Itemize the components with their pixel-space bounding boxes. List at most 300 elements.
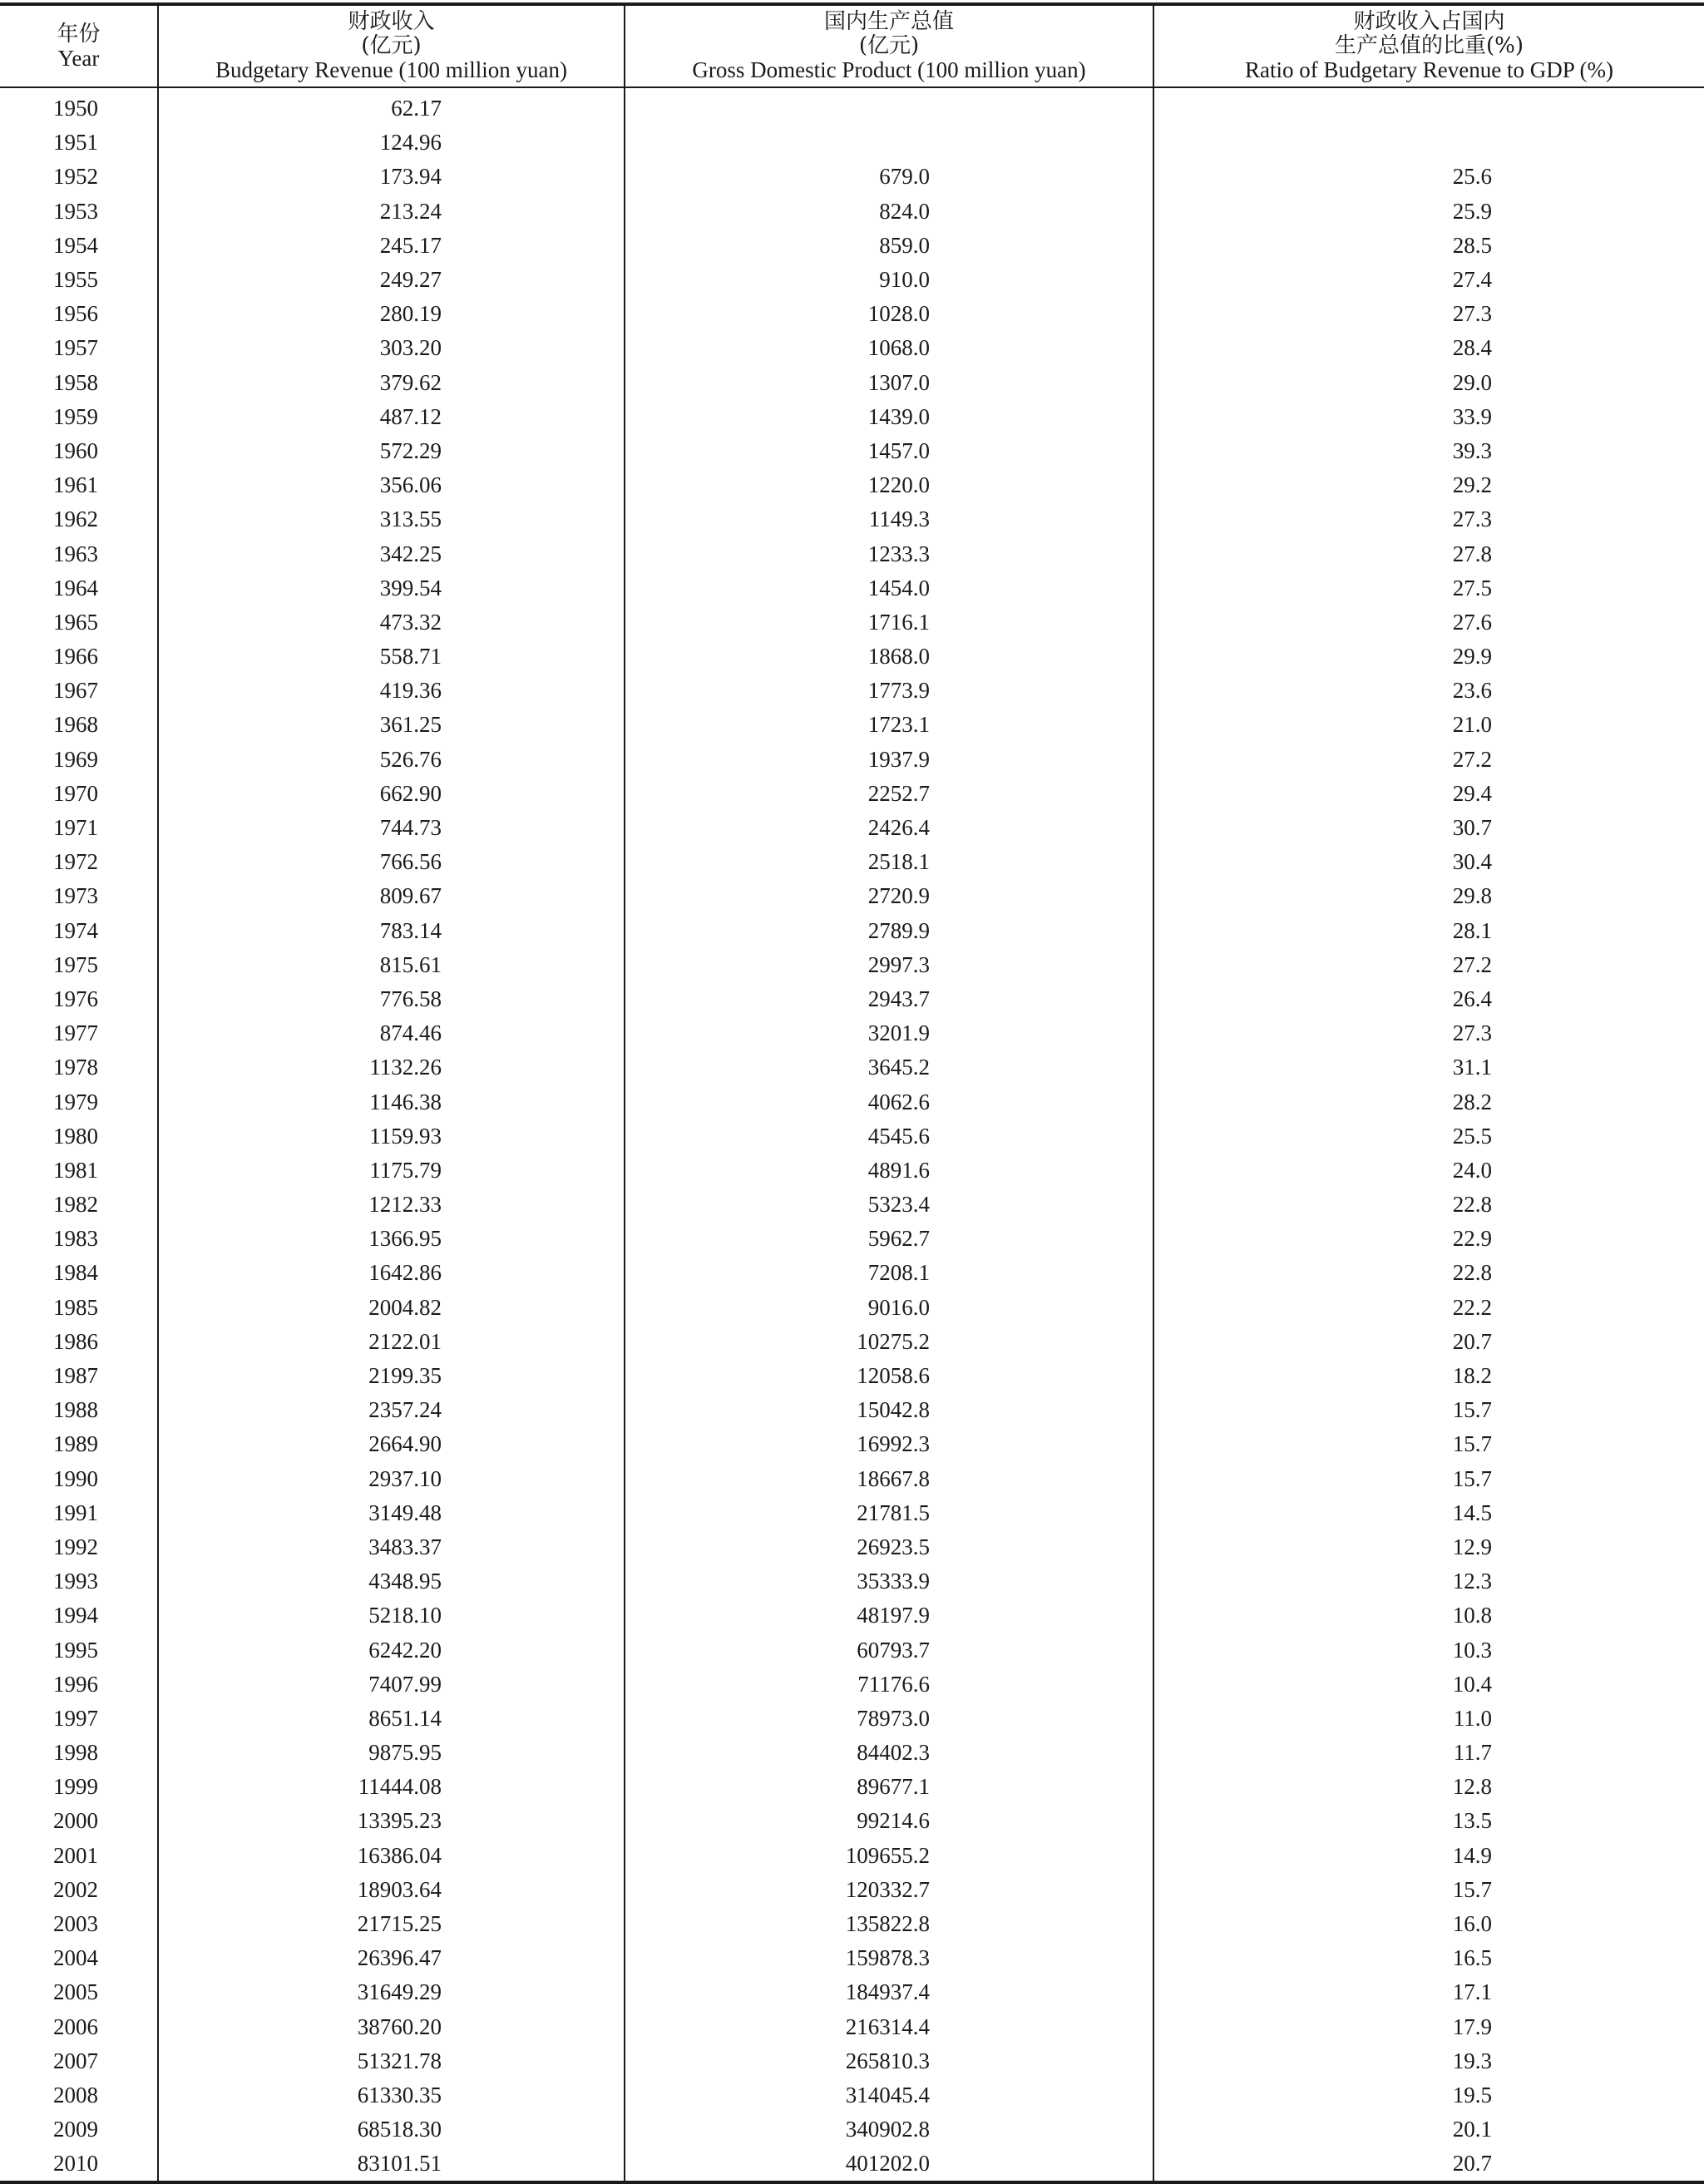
cell-ratio: 30.4 [1153, 845, 1704, 879]
table-row [0, 468, 1704, 502]
cell-ratio: 27.3 [1153, 502, 1704, 536]
cell-gdp: 78973.0 [625, 1702, 1153, 1736]
cell-ratio: 14.5 [1153, 1496, 1704, 1530]
cell-year: 2000 [53, 1808, 98, 1834]
cell-gdp: 216314.4 [625, 2010, 1153, 2044]
cell-gdp: 9016.0 [625, 1291, 1153, 1325]
cell-ratio: 12.8 [1153, 1770, 1704, 1804]
cell-revenue: 5218.10 [158, 1598, 625, 1633]
cell-ratio: 25.6 [1153, 160, 1704, 194]
cell-year: 1976 [53, 986, 98, 1011]
table-row [0, 1702, 1704, 1736]
cell-revenue: 61330.35 [158, 2078, 625, 2112]
table-row [0, 126, 1704, 160]
table-row [0, 400, 1704, 434]
table-body [0, 87, 1704, 2182]
cell-year: 1959 [53, 403, 98, 429]
cell-revenue: 213.24 [158, 195, 625, 229]
table-row [0, 1496, 1704, 1530]
table-row [0, 879, 1704, 913]
cell-gdp: 2997.3 [625, 948, 1153, 982]
cell-revenue: 21715.25 [158, 1907, 625, 1941]
cell-year: 1987 [53, 1363, 98, 1389]
cell-ratio: 33.9 [1153, 400, 1704, 434]
cell-revenue: 3149.48 [158, 1496, 625, 1530]
cell-revenue: 280.19 [158, 297, 625, 331]
table-row [0, 331, 1704, 365]
header-row [0, 4, 1704, 87]
table-row [0, 297, 1704, 331]
header-revenue-unit: (亿元) [361, 33, 422, 58]
cell-ratio: 27.2 [1153, 948, 1704, 982]
cell-ratio: 39.3 [1153, 434, 1704, 468]
table-row [0, 1359, 1704, 1393]
header-revenue-zh: 财政收入 [348, 9, 435, 34]
header-gdp [625, 4, 1153, 87]
cell-revenue: 18903.64 [158, 1873, 625, 1907]
table-row [0, 2078, 1704, 2112]
cell-ratio: 15.7 [1153, 1393, 1704, 1427]
cell-gdp: 135822.8 [625, 1907, 1153, 1941]
cell-ratio: 16.0 [1153, 1907, 1704, 1941]
cell-ratio: 10.8 [1153, 1598, 1704, 1633]
cell-revenue: 1146.38 [158, 1085, 625, 1119]
cell-year: 2004 [53, 1945, 98, 1971]
table-row [0, 1427, 1704, 1461]
cell-gdp: 4545.6 [625, 1119, 1153, 1154]
cell-revenue: 6242.20 [158, 1633, 625, 1667]
cell-ratio: 21.0 [1153, 708, 1704, 742]
cell-gdp: 1937.9 [625, 743, 1153, 777]
cell-year: 1971 [53, 815, 98, 841]
cell-gdp: 1723.1 [625, 708, 1153, 742]
cell-ratio: 20.1 [1153, 2112, 1704, 2147]
cell-year: 2003 [53, 1911, 98, 1937]
cell-gdp: 15042.8 [625, 1393, 1153, 1427]
cell-ratio: 23.6 [1153, 674, 1704, 708]
table-row [0, 536, 1704, 571]
cell-revenue: 419.36 [158, 674, 625, 708]
cell-gdp: 1307.0 [625, 366, 1153, 400]
cell-revenue: 2004.82 [158, 1291, 625, 1325]
cell-ratio: 30.7 [1153, 811, 1704, 845]
header-ratio [1153, 4, 1704, 87]
cell-year: 1978 [53, 1055, 98, 1080]
cell-gdp: 910.0 [625, 263, 1153, 297]
cell-ratio: 14.9 [1153, 1839, 1704, 1873]
header-revenue-en: Budgetary Revenue (100 million yuan) [215, 57, 567, 82]
table-row [0, 1462, 1704, 1496]
table-row [0, 708, 1704, 742]
cell-year: 1979 [53, 1089, 98, 1114]
cell-gdp: 265810.3 [625, 2044, 1153, 2078]
cell-gdp: 1439.0 [625, 400, 1153, 434]
cell-ratio: 28.1 [1153, 914, 1704, 948]
cell-year: 1966 [53, 644, 98, 670]
cell-revenue: 4348.95 [158, 1564, 625, 1598]
table-row [0, 811, 1704, 845]
table-row [0, 1564, 1704, 1598]
table-row [0, 1736, 1704, 1770]
cell-ratio: 12.3 [1153, 1564, 1704, 1598]
cell-year: 1965 [53, 609, 98, 635]
cell-year: 1984 [53, 1260, 98, 1286]
cell-revenue: 662.90 [158, 777, 625, 811]
cell-ratio: 15.7 [1153, 1873, 1704, 1907]
cell-year: 1952 [53, 164, 98, 190]
cell-year: 1960 [53, 437, 98, 463]
cell-gdp: 1149.3 [625, 502, 1153, 536]
table-row [0, 1119, 1704, 1154]
cell-ratio: 25.9 [1153, 195, 1704, 229]
table-row [0, 1530, 1704, 1564]
cell-revenue: 51321.78 [158, 2044, 625, 2078]
cell-revenue: 526.76 [158, 743, 625, 777]
table-row [0, 674, 1704, 708]
cell-gdp: 60793.7 [625, 1633, 1153, 1667]
cell-gdp: 5323.4 [625, 1188, 1153, 1222]
cell-gdp: 109655.2 [625, 1839, 1153, 1873]
table-row [0, 1668, 1704, 1702]
cell-gdp: 1868.0 [625, 640, 1153, 674]
cell-year: 1988 [53, 1397, 98, 1423]
cell-gdp: 859.0 [625, 229, 1153, 263]
table-row [0, 1873, 1704, 1907]
cell-year: 1958 [53, 369, 98, 395]
cell-revenue: 83101.51 [158, 2147, 625, 2182]
cell-revenue: 809.67 [158, 879, 625, 913]
cell-year: 2006 [53, 2014, 98, 2039]
cell-revenue: 874.46 [158, 1016, 625, 1050]
cell-gdp: 7208.1 [625, 1256, 1153, 1290]
table-row [0, 1256, 1704, 1290]
cell-year: 1951 [53, 130, 98, 156]
cell-gdp: 1773.9 [625, 674, 1153, 708]
cell-year: 1974 [53, 917, 98, 943]
cell-year: 1996 [53, 1671, 98, 1697]
cell-year: 1969 [53, 746, 98, 772]
cell-revenue: 379.62 [158, 366, 625, 400]
header-year-zh: 年份 [57, 21, 101, 47]
header-gdp-zh: 国内生产总值 [823, 9, 954, 34]
table-row [0, 229, 1704, 263]
cell-revenue: 558.71 [158, 640, 625, 674]
cell-year: 1982 [53, 1192, 98, 1218]
cell-gdp: 824.0 [625, 195, 1153, 229]
cell-ratio: 13.5 [1153, 1804, 1704, 1838]
cell-revenue: 13395.23 [158, 1804, 625, 1838]
cell-revenue: 1366.95 [158, 1222, 625, 1256]
cell-revenue: 173.94 [158, 160, 625, 194]
cell-gdp: 679.0 [625, 160, 1153, 194]
header-gdp-unit: (亿元) [858, 33, 920, 58]
table-row [0, 571, 1704, 605]
cell-year: 2009 [53, 2117, 98, 2142]
cell-gdp: 89677.1 [625, 1770, 1153, 1804]
cell-ratio [1153, 87, 1704, 126]
cell-gdp: 1716.1 [625, 605, 1153, 640]
table-row [0, 1770, 1704, 1804]
cell-revenue: 487.12 [158, 400, 625, 434]
cell-revenue: 766.56 [158, 845, 625, 879]
cell-gdp: 16992.3 [625, 1427, 1153, 1461]
cell-revenue: 9875.95 [158, 1736, 625, 1770]
table-row [0, 2112, 1704, 2147]
cell-year: 1970 [53, 780, 98, 806]
table-row [0, 87, 1704, 126]
cell-gdp: 2720.9 [625, 879, 1153, 913]
cell-year: 1986 [53, 1328, 98, 1354]
cell-gdp: 26923.5 [625, 1530, 1153, 1564]
cell-ratio: 24.0 [1153, 1154, 1704, 1188]
cell-revenue: 2199.35 [158, 1359, 625, 1393]
cell-gdp: 35333.9 [625, 1564, 1153, 1598]
cell-revenue: 342.25 [158, 536, 625, 571]
cell-gdp: 401202.0 [625, 2147, 1153, 2182]
table-row [0, 1325, 1704, 1359]
cell-gdp: 48197.9 [625, 1598, 1153, 1633]
table-row [0, 366, 1704, 400]
cell-ratio: 22.9 [1153, 1222, 1704, 1256]
table-row [0, 502, 1704, 536]
table-row [0, 777, 1704, 811]
cell-revenue: 2122.01 [158, 1325, 625, 1359]
cell-ratio: 27.2 [1153, 743, 1704, 777]
cell-year: 1950 [53, 96, 98, 121]
cell-year: 1992 [53, 1534, 98, 1559]
cell-gdp: 2943.7 [625, 982, 1153, 1016]
cell-ratio: 29.2 [1153, 468, 1704, 502]
cell-year: 2001 [53, 1842, 98, 1868]
cell-gdp: 2789.9 [625, 914, 1153, 948]
cell-ratio: 27.3 [1153, 1016, 1704, 1050]
cell-revenue: 1212.33 [158, 1188, 625, 1222]
table-row [0, 1050, 1704, 1085]
cell-ratio: 29.8 [1153, 879, 1704, 913]
revenue-gdp-table [0, 2, 1704, 2184]
cell-gdp: 184937.4 [625, 1975, 1153, 2009]
cell-gdp: 120332.7 [625, 1873, 1153, 1907]
cell-gdp [625, 126, 1153, 160]
header-year [0, 4, 158, 87]
cell-year: 1997 [53, 1705, 98, 1731]
header-ratio-zh-line1: 财政收入占国内 [1353, 9, 1505, 34]
cell-ratio: 11.7 [1153, 1736, 1704, 1770]
cell-gdp: 1457.0 [625, 434, 1153, 468]
cell-year: 1968 [53, 712, 98, 738]
cell-year: 1989 [53, 1431, 98, 1457]
cell-ratio: 10.4 [1153, 1668, 1704, 1702]
cell-ratio: 27.3 [1153, 297, 1704, 331]
cell-ratio: 17.1 [1153, 1975, 1704, 2009]
table-row [0, 1804, 1704, 1838]
cell-ratio: 17.9 [1153, 2010, 1704, 2044]
cell-ratio: 26.4 [1153, 982, 1704, 1016]
cell-year: 2008 [53, 2082, 98, 2107]
table-row [0, 1907, 1704, 1941]
cell-revenue: 1175.79 [158, 1154, 625, 1188]
table-row [0, 914, 1704, 948]
table-row [0, 160, 1704, 194]
cell-revenue: 1132.26 [158, 1050, 625, 1085]
cell-revenue: 399.54 [158, 571, 625, 605]
cell-year: 2005 [53, 1979, 98, 2005]
cell-gdp: 18667.8 [625, 1462, 1153, 1496]
cell-revenue: 38760.20 [158, 2010, 625, 2044]
cell-year: 1957 [53, 335, 98, 361]
cell-ratio: 12.9 [1153, 1530, 1704, 1564]
cell-year: 1981 [53, 1157, 98, 1183]
cell-ratio [1153, 126, 1704, 160]
cell-year: 1999 [53, 1774, 98, 1800]
table-row [0, 263, 1704, 297]
cell-ratio: 19.5 [1153, 2078, 1704, 2112]
cell-ratio: 11.0 [1153, 1702, 1704, 1736]
cell-ratio: 22.8 [1153, 1188, 1704, 1222]
table-row [0, 1188, 1704, 1222]
cell-ratio: 27.6 [1153, 605, 1704, 640]
cell-gdp: 5962.7 [625, 1222, 1153, 1256]
cell-revenue: 744.73 [158, 811, 625, 845]
cell-revenue: 8651.14 [158, 1702, 625, 1736]
table-row [0, 1085, 1704, 1119]
cell-ratio: 28.2 [1153, 1085, 1704, 1119]
cell-year: 2010 [0, 2147, 158, 2182]
cell-gdp: 2518.1 [625, 845, 1153, 879]
cell-year: 1977 [53, 1020, 98, 1046]
cell-year: 1994 [53, 1603, 98, 1628]
cell-gdp [625, 87, 1153, 126]
cell-ratio: 27.5 [1153, 571, 1704, 605]
table-row [0, 743, 1704, 777]
cell-year: 1993 [53, 1569, 98, 1594]
cell-ratio: 29.4 [1153, 777, 1704, 811]
cell-gdp: 2252.7 [625, 777, 1153, 811]
table-row [0, 605, 1704, 640]
cell-year: 1956 [53, 301, 98, 327]
cell-gdp: 1028.0 [625, 297, 1153, 331]
cell-ratio: 15.7 [1153, 1427, 1704, 1461]
cell-ratio: 27.4 [1153, 263, 1704, 297]
table-row [0, 948, 1704, 982]
cell-revenue: 2664.90 [158, 1427, 625, 1461]
cell-gdp: 84402.3 [625, 1736, 1153, 1770]
cell-revenue: 31649.29 [158, 1975, 625, 2009]
cell-gdp: 4891.6 [625, 1154, 1153, 1188]
cell-revenue: 1159.93 [158, 1119, 625, 1154]
cell-ratio: 29.0 [1153, 366, 1704, 400]
cell-revenue: 26396.47 [158, 1941, 625, 1975]
table-row [0, 640, 1704, 674]
cell-gdp: 1454.0 [625, 571, 1153, 605]
table-row [0, 1393, 1704, 1427]
table-row [0, 1633, 1704, 1667]
cell-ratio: 20.7 [1153, 2147, 1704, 2182]
cell-revenue: 249.27 [158, 263, 625, 297]
cell-gdp: 3201.9 [625, 1016, 1153, 1050]
cell-revenue: 356.06 [158, 468, 625, 502]
cell-ratio: 28.4 [1153, 331, 1704, 365]
cell-gdp: 2426.4 [625, 811, 1153, 845]
cell-year: 1964 [53, 575, 98, 600]
cell-year: 1954 [53, 232, 98, 258]
table-row [0, 1016, 1704, 1050]
table-row [0, 195, 1704, 229]
table-row [0, 845, 1704, 879]
cell-gdp: 12058.6 [625, 1359, 1153, 1393]
header-year-en: Year [57, 45, 100, 71]
cell-revenue: 245.17 [158, 229, 625, 263]
cell-year: 1955 [53, 267, 98, 293]
cell-gdp: 1233.3 [625, 536, 1153, 571]
cell-revenue: 124.96 [158, 126, 625, 160]
table-row [0, 1291, 1704, 1325]
cell-year: 1962 [53, 506, 98, 532]
cell-year: 1980 [53, 1123, 98, 1149]
cell-ratio: 25.5 [1153, 1119, 1704, 1154]
cell-revenue: 11444.08 [158, 1770, 625, 1804]
cell-year: 1995 [53, 1637, 98, 1663]
table-row [0, 1154, 1704, 1188]
cell-gdp: 340902.8 [625, 2112, 1153, 2147]
cell-revenue: 2357.24 [158, 1393, 625, 1427]
table-row [0, 1941, 1704, 1975]
table-row [0, 2010, 1704, 2044]
cell-revenue: 361.25 [158, 708, 625, 742]
cell-ratio: 29.9 [1153, 640, 1704, 674]
cell-ratio: 20.7 [1153, 1325, 1704, 1359]
cell-year: 2007 [53, 2048, 98, 2073]
cell-gdp: 4062.6 [625, 1085, 1153, 1119]
cell-ratio: 22.8 [1153, 1256, 1704, 1290]
cell-gdp: 3645.2 [625, 1050, 1153, 1085]
table-row [0, 1222, 1704, 1256]
cell-year: 1953 [53, 198, 98, 224]
cell-year: 1973 [53, 883, 98, 909]
table-row [0, 982, 1704, 1016]
cell-gdp: 314045.4 [625, 2078, 1153, 2112]
cell-gdp: 21781.5 [625, 1496, 1153, 1530]
cell-ratio: 16.5 [1153, 1941, 1704, 1975]
header-gdp-en: Gross Domestic Product (100 million yuan) [692, 57, 1086, 82]
header-ratio-en: Ratio of Budgetary Revenue to GDP (%) [1245, 57, 1613, 82]
table-row [0, 434, 1704, 468]
cell-year: 1998 [53, 1740, 98, 1766]
cell-revenue: 815.61 [158, 948, 625, 982]
cell-revenue: 303.20 [158, 331, 625, 365]
cell-gdp: 71176.6 [625, 1668, 1153, 1702]
cell-year: 1967 [53, 678, 98, 704]
cell-year: 1985 [53, 1294, 98, 1320]
cell-revenue: 783.14 [158, 914, 625, 948]
cell-revenue: 3483.37 [158, 1530, 625, 1564]
table-row [0, 1975, 1704, 2009]
table-row [0, 2147, 1704, 2182]
table-header [0, 4, 1704, 87]
cell-year: 1961 [53, 472, 98, 498]
cell-ratio: 19.3 [1153, 2044, 1704, 2078]
cell-ratio: 31.1 [1153, 1050, 1704, 1085]
cell-revenue: 2937.10 [158, 1462, 625, 1496]
cell-ratio: 27.8 [1153, 536, 1704, 571]
cell-gdp: 1068.0 [625, 331, 1153, 365]
cell-revenue: 776.58 [158, 982, 625, 1016]
cell-year: 2002 [53, 1876, 98, 1902]
cell-gdp: 1220.0 [625, 468, 1153, 502]
header-revenue [158, 4, 625, 87]
header-ratio-zh-line2: 生产总值的比重(%) [1335, 33, 1524, 58]
cell-ratio: 10.3 [1153, 1633, 1704, 1667]
